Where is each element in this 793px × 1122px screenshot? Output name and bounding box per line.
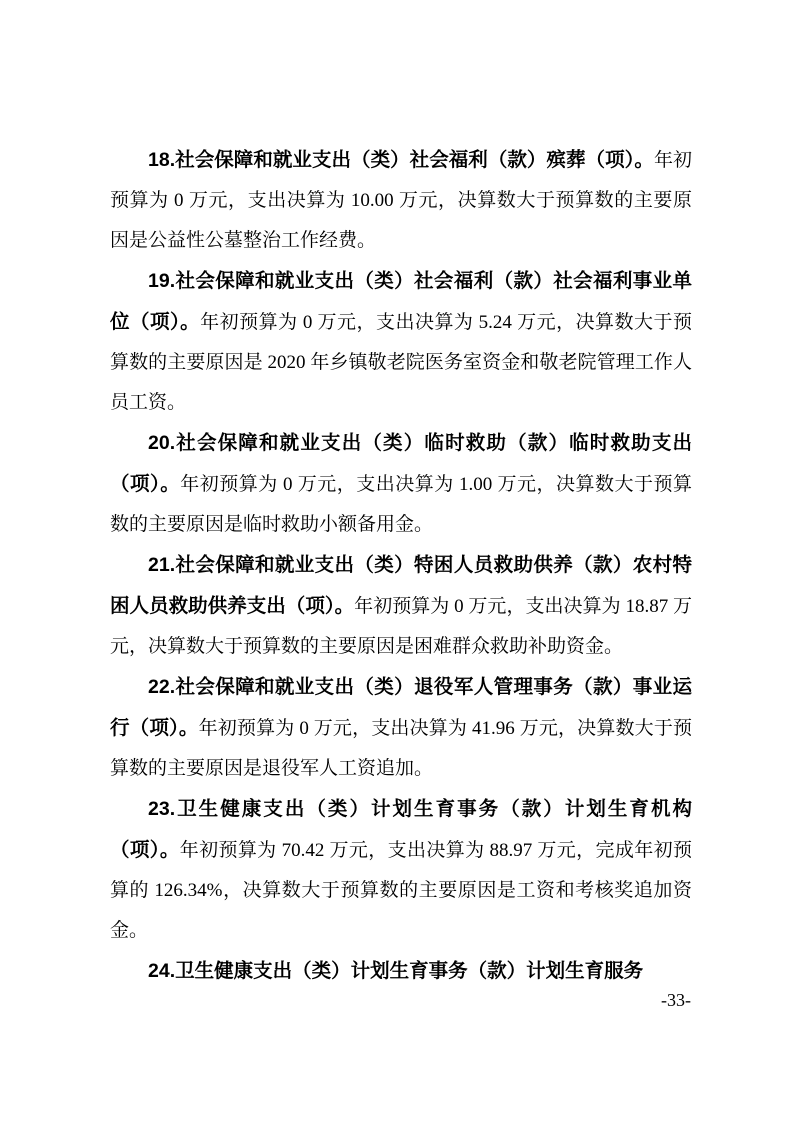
paragraph-body: 年初预算为 0 万元，支出决算为 5.24 万元，决算数大于预算数的主要原因是 2020 年乡镇敬老院医务室资金和敬老院管理工作人员工资。 <box>110 312 692 413</box>
document-paragraph-18 <box>110 140 692 261</box>
paragraph-body: 年初预算为 0 万元，支出决算为 10.00 万元，决算数大于预算数的主要原因是公益性公墓整治工作经费。 <box>110 150 692 251</box>
document-paragraph-20 <box>110 423 692 545</box>
paragraph-lead: 23.卫生健康支出（类）计划生育事务（款）计划生育机构（项）。 <box>110 798 692 861</box>
paragraph-body: 年初预算为 0 万元，支出决算为 18.87 万元，决算数大于预算数的主要原因是困难群众救助补助资金。 <box>110 596 692 657</box>
paragraph-body: 年初预算为 0 万元，支出决算为 41.96 万元，决算数大于预算数的主要原因是退役军人工资追加。 <box>110 718 692 779</box>
paragraph-lead: 20.社会保障和就业支出（类）临时救助（款）临时救助支出（项）。 <box>110 432 692 495</box>
document-paragraph-19 <box>110 261 692 423</box>
document-paragraph-24 <box>110 951 692 992</box>
page-number: -33- <box>661 990 691 1010</box>
paragraph-lead: 21.社会保障和就业支出（类）特困人员救助供养（款）农村特困人员救助供养支出（项）。 <box>110 554 692 617</box>
paragraph-body: 年初预算为 0 万元，支出决算为 1.00 万元，决算数大于预算数的主要原因是临时救助小额备用金。 <box>110 474 692 535</box>
document-body <box>110 140 692 992</box>
paragraph-body: 年初预算为 70.42 万元，支出决算为 88.97 万元，完成年初预算的 126.34%，决算数大于预算数的主要原因是工资和考核奖追加资金。 <box>110 840 692 941</box>
paragraph-lead: 24.卫生健康支出（类）计划生育事务（款）计划生育服务 <box>148 960 644 982</box>
document-paragraph-23 <box>110 789 692 951</box>
paragraph-lead: 18.社会保障和就业支出（类）社会福利（款）殡葬（项）。 <box>148 149 654 171</box>
document-paragraph-21 <box>110 545 692 667</box>
paragraph-lead: 19.社会保障和就业支出（类）社会福利（款）社会福利事业单位（项）。 <box>110 270 692 333</box>
document-paragraph-22 <box>110 667 692 789</box>
paragraph-lead: 22.社会保障和就业支出（类）退役军人管理事务（款）事业运行（项）。 <box>110 676 692 739</box>
